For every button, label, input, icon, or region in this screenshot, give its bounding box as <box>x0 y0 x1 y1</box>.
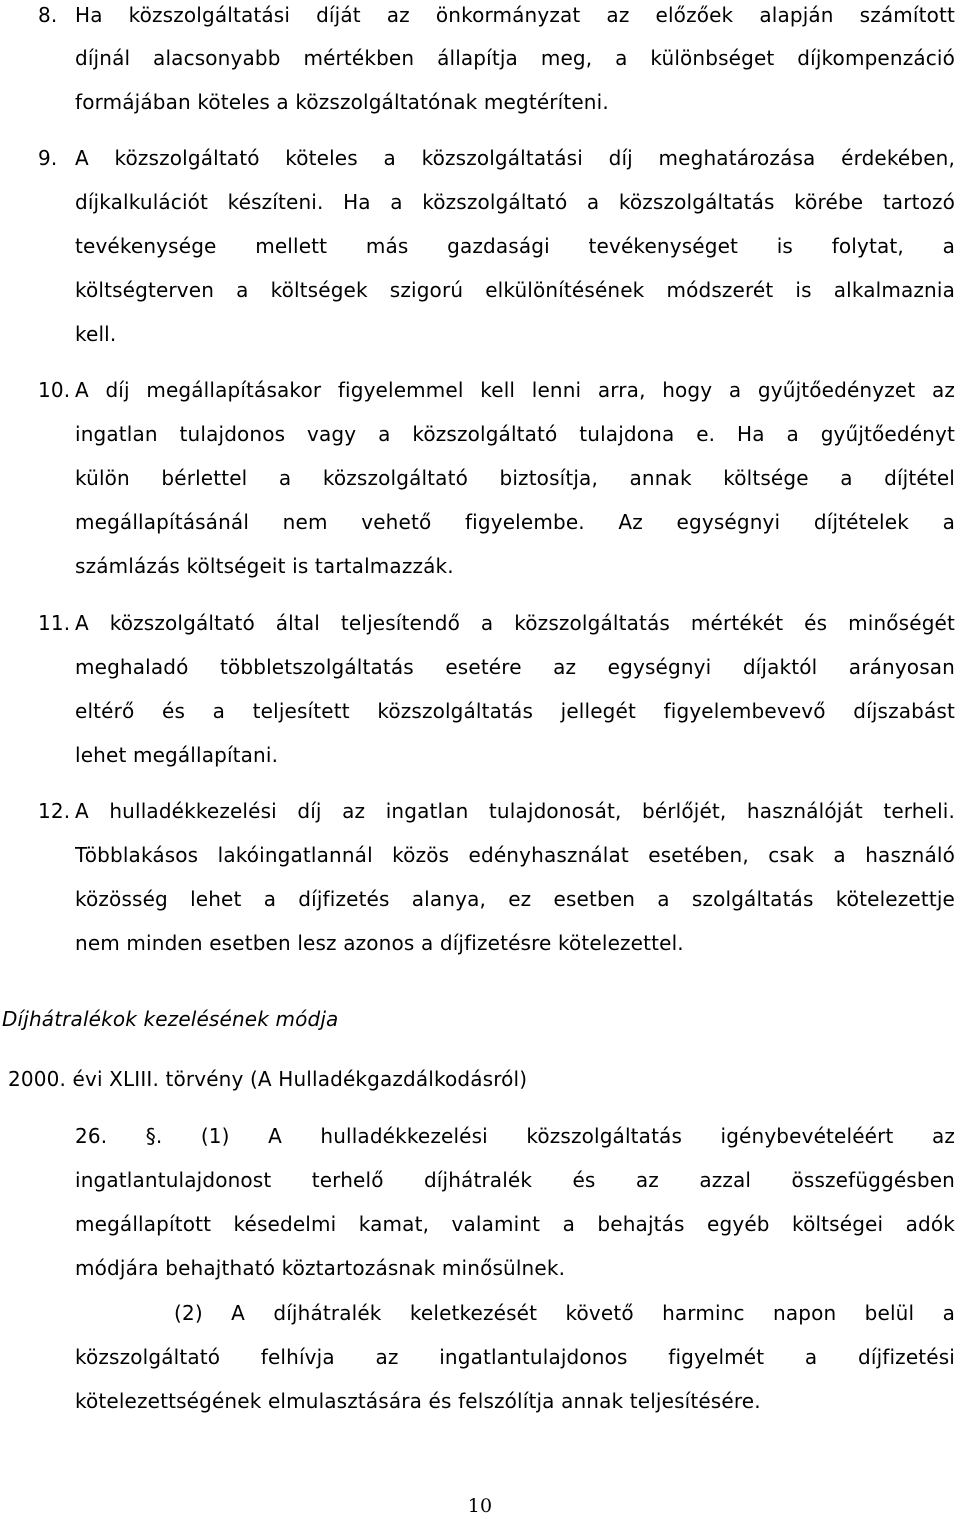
paragraph-line: közszolgáltató felhívja az ingatlantulajdonos figyelmét a díjfizetési <box>75 1345 955 1369</box>
item-number: 12. <box>38 799 71 823</box>
paragraph-line: módjára behajtható köztartozásnak minősülnek. <box>75 1256 566 1280</box>
paragraph-line: 26. §. (1) A hulladékkezelési közszolgáltatás igénybevételéért az <box>75 1124 955 1148</box>
item-line: ingatlan tulajdonos vagy a közszolgáltató tulajdona e. Ha a gyűjtőedényt <box>75 422 955 446</box>
item-line: tevékenysége mellett más gazdasági tevékenységet is folytat, a <box>75 234 955 258</box>
item-number: 9. <box>38 146 58 170</box>
item-line: nem minden esetben lesz azonos a díjfizetésre kötelezettel. <box>75 931 684 955</box>
item-line: meghaladó többletszolgáltatás esetére az egységnyi díjaktól arányosan <box>75 655 955 679</box>
item-line: költségterven a költségek szigorú elkülönítésének módszerét is alkalmaznia <box>75 278 955 302</box>
item-line: díjnál alacsonyabb mértékben állapítja meg, a különbséget díjkompenzáció <box>75 46 955 70</box>
item-number: 8. <box>38 3 58 27</box>
item-line: Többlakásos lakóingatlannál közös edényhasználat esetében, csak a használó <box>75 843 955 867</box>
paragraph-line: ingatlantulajdonost terhelő díjhátralék és az azzal összefüggésben <box>75 1168 955 1192</box>
item-line: formájában köteles a közszolgáltatónak megtéríteni. <box>75 90 609 114</box>
paragraph-line: (2) A díjhátralék keletkezését követő harminc napon belül a <box>174 1301 955 1325</box>
item-line: díjkalkulációt készíteni. Ha a közszolgáltató a közszolgáltatás körébe tartozó <box>75 190 955 214</box>
item-line: lehet megállapítani. <box>75 743 279 767</box>
law-title: 2000. évi XLIII. törvény (A Hulladékgazdálkodásról) <box>8 1067 528 1091</box>
paragraph-line: kötelezettségének elmulasztására és felszólítja annak teljesítésére. <box>75 1389 761 1413</box>
page-number: 10 <box>467 1495 493 1517</box>
item-number: 10. <box>38 378 71 402</box>
item-line: A közszolgáltató által teljesítendő a közszolgáltatás mértékét és minőségét <box>75 611 955 635</box>
item-line: megállapításánál nem vehető figyelembe. Az egységnyi díjtételek a <box>75 510 955 534</box>
item-line: A hulladékkezelési díj az ingatlan tulajdonosát, bérlőjét, használóját terheli. <box>75 799 955 823</box>
item-line: Ha közszolgáltatási díját az önkormányzat az előzőek alapján számított <box>75 3 955 27</box>
item-line: kell. <box>75 322 117 346</box>
item-line: számlázás költségeit is tartalmazzák. <box>75 554 454 578</box>
item-line: eltérő és a teljesített közszolgáltatás jellegét figyelembevevő díjszabást <box>75 699 955 723</box>
item-number: 11. <box>38 611 71 635</box>
item-line: külön bérlettel a közszolgáltató biztosítja, annak költsége a díjtétel <box>75 466 955 490</box>
item-line: A díj megállapításakor figyelemmel kell lenni arra, hogy a gyűjtőedényzet az <box>75 378 955 402</box>
item-line: közösség lehet a díjfizetés alanya, ez esetben a szolgáltatás kötelezettje <box>75 887 955 911</box>
section-heading: Díjhátralékok kezelésének módja <box>2 1007 339 1031</box>
paragraph-line: megállapított késedelmi kamat, valamint a behajtás egyéb költségei adók <box>75 1212 955 1236</box>
item-line: A közszolgáltató köteles a közszolgáltatási díj meghatározása érdekében, <box>75 146 955 170</box>
